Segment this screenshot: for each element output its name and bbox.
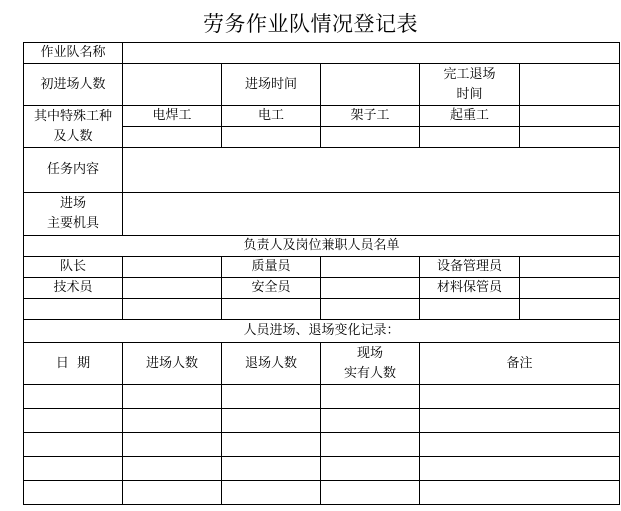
team-name-cell[interactable] bbox=[123, 43, 620, 64]
trade-electrician: 电工 bbox=[222, 106, 321, 127]
staff-header: 负责人及岗位兼职人员名单 bbox=[24, 236, 620, 257]
onsite-count-cell[interactable] bbox=[321, 409, 420, 433]
welder-count-cell[interactable] bbox=[123, 127, 222, 148]
safety-cell[interactable] bbox=[321, 278, 420, 299]
entry-count-cell[interactable] bbox=[123, 433, 222, 457]
exit-time-cell[interactable] bbox=[520, 64, 620, 106]
electrician-count-cell[interactable] bbox=[222, 127, 321, 148]
entry-count-cell[interactable] bbox=[123, 409, 222, 433]
captain-cell[interactable] bbox=[123, 257, 222, 278]
equipment-cell[interactable] bbox=[520, 257, 620, 278]
registration-form-table bbox=[23, 42, 620, 505]
captain-label: 队长 bbox=[24, 257, 123, 278]
technician-label: 技术员 bbox=[24, 278, 123, 299]
onsite-count-cell[interactable] bbox=[321, 385, 420, 409]
onsite-count-header bbox=[321, 343, 420, 385]
remarks-cell[interactable] bbox=[420, 385, 620, 409]
form-title: 劳务作业队情况登记表 bbox=[203, 12, 418, 36]
special-trades-label-line1: 其中特殊工种 bbox=[33, 108, 112, 124]
machinery-label bbox=[24, 193, 123, 236]
exit-time-label-line1: 完工退场 bbox=[443, 66, 496, 82]
date-cell[interactable] bbox=[24, 385, 123, 409]
exit-time-label bbox=[420, 64, 520, 106]
onsite-count-cell[interactable] bbox=[321, 481, 420, 505]
exit-count-cell[interactable] bbox=[222, 409, 321, 433]
date-cell[interactable] bbox=[24, 457, 123, 481]
blank-cell[interactable] bbox=[123, 299, 222, 320]
quality-label: 质量员 bbox=[222, 257, 321, 278]
materials-label: 材料保管员 bbox=[420, 278, 520, 299]
task-label: 任务内容 bbox=[24, 148, 123, 193]
entry-count-cell[interactable] bbox=[123, 481, 222, 505]
special-trades-label bbox=[24, 106, 123, 148]
remarks-cell[interactable] bbox=[420, 481, 620, 505]
blank-cell[interactable] bbox=[321, 299, 420, 320]
remarks-cell[interactable] bbox=[420, 433, 620, 457]
special-trades-label-line2: 及人数 bbox=[53, 128, 93, 144]
exit-count-cell[interactable] bbox=[222, 481, 321, 505]
date-cell[interactable] bbox=[24, 481, 123, 505]
rigger-count-cell[interactable] bbox=[420, 127, 520, 148]
trade-extra[interactable] bbox=[520, 106, 620, 127]
date-cell[interactable] bbox=[24, 433, 123, 457]
blank-cell[interactable] bbox=[24, 299, 123, 320]
remarks-cell[interactable] bbox=[420, 457, 620, 481]
exit-count-cell[interactable] bbox=[222, 433, 321, 457]
onsite-count-cell[interactable] bbox=[321, 433, 420, 457]
technician-cell[interactable] bbox=[123, 278, 222, 299]
exit-count-cell[interactable] bbox=[222, 457, 321, 481]
trade-welder: 电焊工 bbox=[123, 106, 222, 127]
entry-time-label: 进场时间 bbox=[222, 64, 321, 106]
date-header: 日 期 bbox=[24, 343, 123, 385]
machinery-cell[interactable] bbox=[123, 193, 620, 236]
equipment-label: 设备管理员 bbox=[420, 257, 520, 278]
entry-count-cell[interactable] bbox=[123, 457, 222, 481]
team-name-label: 作业队名称 bbox=[24, 43, 123, 64]
date-cell[interactable] bbox=[24, 409, 123, 433]
blank-cell[interactable] bbox=[420, 299, 520, 320]
remarks-header: 备注 bbox=[420, 343, 620, 385]
onsite-count-cell[interactable] bbox=[321, 457, 420, 481]
quality-cell[interactable] bbox=[321, 257, 420, 278]
entry-count-header: 进场人数 bbox=[123, 343, 222, 385]
change-record-label: 人员进场、退场变化记录： bbox=[24, 320, 620, 343]
exit-count-cell[interactable] bbox=[222, 385, 321, 409]
initial-count-cell[interactable] bbox=[123, 64, 222, 106]
safety-label: 安全员 bbox=[222, 278, 321, 299]
blank-cell[interactable] bbox=[222, 299, 321, 320]
blank-cell[interactable] bbox=[520, 299, 620, 320]
onsite-count-header-line1: 现场 bbox=[356, 345, 383, 361]
extra-count-cell[interactable] bbox=[520, 127, 620, 148]
machinery-label-line1: 进场 bbox=[59, 196, 86, 211]
scaffolder-count-cell[interactable] bbox=[321, 127, 420, 148]
trade-scaffolder: 架子工 bbox=[321, 106, 420, 127]
remarks-cell[interactable] bbox=[420, 409, 620, 433]
machinery-label-line2: 主要机具 bbox=[46, 216, 99, 231]
entry-time-cell[interactable] bbox=[321, 64, 420, 106]
exit-time-label-line2: 时间 bbox=[456, 86, 483, 102]
onsite-count-header-line2: 实有人数 bbox=[343, 365, 396, 381]
initial-count-label: 初进场人数 bbox=[24, 64, 123, 106]
trade-rigger: 起重工 bbox=[420, 106, 520, 127]
entry-count-cell[interactable] bbox=[123, 385, 222, 409]
materials-cell[interactable] bbox=[520, 278, 620, 299]
task-cell[interactable] bbox=[123, 148, 620, 193]
exit-count-header: 退场人数 bbox=[222, 343, 321, 385]
